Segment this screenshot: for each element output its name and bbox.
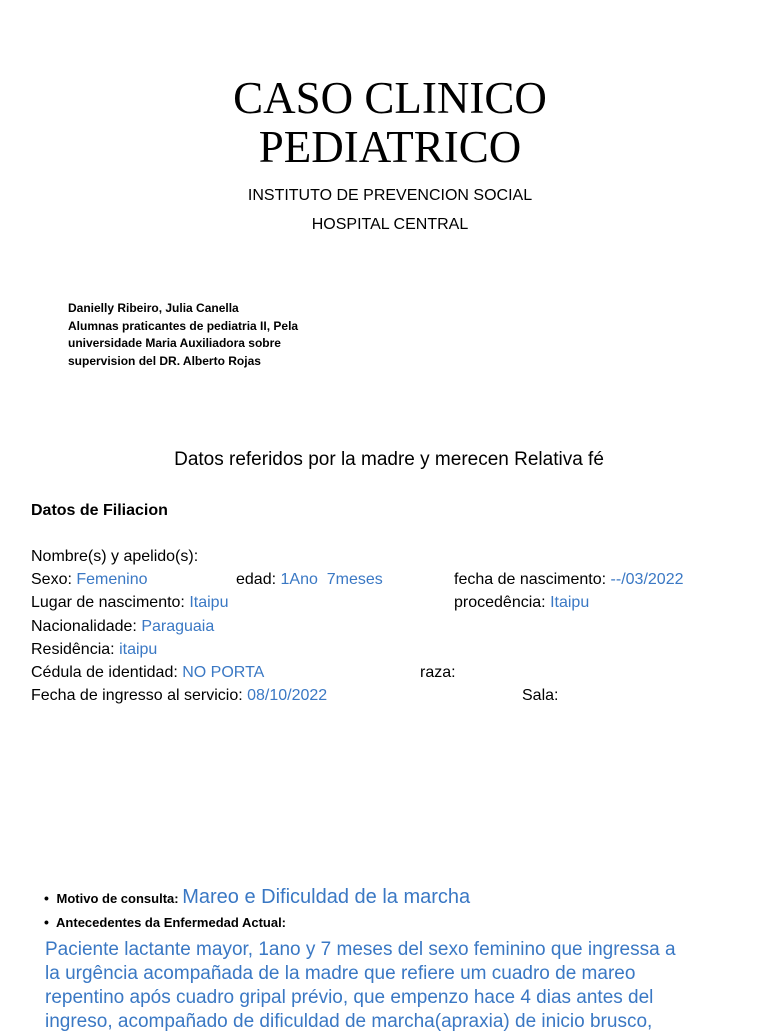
antecedentes-row <box>44 914 286 930</box>
procedencia-field <box>454 594 589 612</box>
sexo-field <box>31 571 148 589</box>
sexo-label: Sexo: <box>31 571 72 588</box>
lugar-label: Lugar de nascimento: <box>31 594 185 611</box>
residencia-field <box>31 641 157 659</box>
filiacion-heading: Datos de Filiacion <box>31 502 168 519</box>
fecha-nacimiento-label: fecha de nascimento: <box>454 571 607 588</box>
author-line: universidade Maria Auxiliadora sobre <box>68 336 281 350</box>
ingreso-field <box>31 687 327 705</box>
institution-line-1: INSTITUTO DE PREVENCION SOCIAL <box>247 187 533 204</box>
procedencia-label: procedência: <box>454 594 546 611</box>
motivo-row <box>44 886 470 909</box>
lugar-value: Itaipu <box>189 594 229 611</box>
sexo-value: Femenino <box>76 571 148 588</box>
nacionalidad-field <box>31 618 214 636</box>
bullet-icon: • <box>44 914 49 930</box>
nombre-label: Nombre(s) y apelido(s): <box>31 548 199 565</box>
ingreso-value: 08/10/2022 <box>247 687 328 704</box>
authors-block <box>68 300 328 370</box>
fecha-nacimiento-field <box>454 571 683 589</box>
title-line-1: CASO CLINICO <box>233 73 547 123</box>
paragraph-line: la urgência acompañada de la madre que refiere um cuadro de mareo <box>45 963 636 984</box>
paragraph-line: ingreso, acompañado de dificuldad de marcha(apraxia) de inicio brusco, <box>45 1011 653 1032</box>
author-line: supervision del DR. Alberto Rojas <box>68 353 261 368</box>
paragraph-line: repentino após cuadro gripal prévio, que empenzo hace 4 dias antes del <box>45 987 654 1008</box>
cedula-value: NO PORTA <box>182 664 265 681</box>
ingreso-label: Fecha de ingresso al servicio: <box>31 687 243 704</box>
author-line: Alumnas praticantes de pediatria II, Pela <box>68 318 299 333</box>
residencia-label: Residência: <box>31 641 115 658</box>
residencia-value: itaipu <box>119 641 158 658</box>
nacionalidad-label: Nacionalidade: <box>31 618 137 635</box>
title-line-2: PEDIATRICO <box>258 122 522 172</box>
edad-label: edad: <box>236 571 277 588</box>
motivo-label: Motivo de consulta: <box>56 891 179 906</box>
edad-field <box>236 571 383 589</box>
antecedentes-paragraph <box>45 938 735 1034</box>
institution-line-2: HOSPITAL CENTRAL <box>311 216 469 233</box>
motivo-value: Mareo e Dificuldad de la marcha <box>182 886 471 908</box>
cedula-field <box>31 664 264 682</box>
procedencia-value: Itaipu <box>550 594 590 611</box>
raza-label: raza: <box>420 664 456 681</box>
sala-label: Sala: <box>522 687 559 704</box>
paragraph-line: Paciente lactante mayor, 1ano y 7 meses del sexo feminino que ingressa a <box>45 939 676 960</box>
author-line: Danielly Ribeiro, Julia Canella <box>68 301 239 315</box>
nacionalidad-value: Paraguaia <box>141 618 215 635</box>
cedula-label: Cédula de identidad: <box>31 664 178 681</box>
antecedentes-label: Antecedentes da Enfermedad Actual: <box>56 915 287 930</box>
edad-value: 1Ano 7meses <box>280 571 383 588</box>
lugar-field <box>31 594 228 612</box>
bullet-icon: • <box>44 890 49 906</box>
subtitle: Datos referidos por la madre y merecen Relativa fé <box>174 449 604 470</box>
fecha-nacimiento-value: --/03/2022 <box>610 571 684 588</box>
